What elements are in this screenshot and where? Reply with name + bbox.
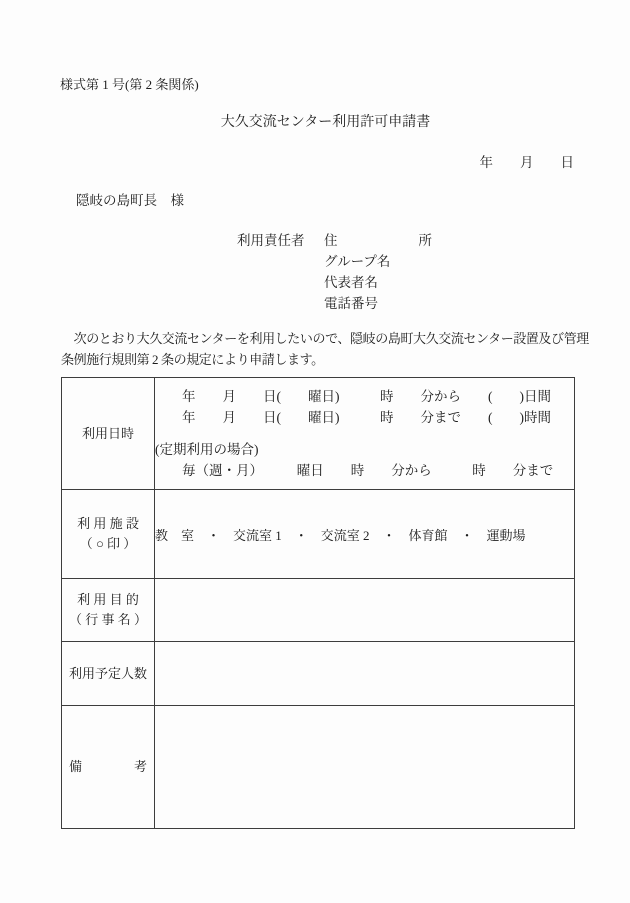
expected-attendance-value-cell	[155, 642, 575, 706]
datetime-spacer	[155, 428, 574, 439]
applicant-field-group-name: グループ名	[324, 254, 391, 269]
table-row-expected-attendance	[62, 642, 575, 706]
datetime-to-line: 年 月 日( 曜日) 時 分まで ( )時間	[155, 410, 551, 425]
remarks-label-cell	[62, 706, 155, 829]
purpose-value-cell	[155, 579, 575, 642]
statement-line-2: 条例施行規則第 2 条の規定により申請します。	[61, 351, 324, 367]
purpose-label-line-2: （ 行 事 名 ）	[68, 612, 147, 627]
table-row-usage-datetime	[62, 378, 575, 490]
facility-label-line-2: （ ○ 印 ）	[79, 536, 137, 551]
regular-use-schedule-line: 毎（週・月） 曜日 時 分から 時 分まで	[155, 463, 554, 478]
purpose-label-line-1: 利 用 目 的	[77, 592, 139, 607]
table-row-facility	[62, 490, 575, 579]
date-line: 年 月 日	[479, 155, 574, 170]
statement-line-1: 次のとおり大久交流センターを利用したいので、隠岐の島町大久交流センター設置及び管理	[61, 331, 589, 346]
expected-attendance-label-cell	[62, 642, 155, 706]
datetime-from-line: 年 月 日( 曜日) 時 分から ( )日間	[155, 389, 551, 404]
usage-datetime-value-cell	[155, 378, 575, 490]
applicant-fields	[324, 230, 432, 314]
remarks-label: 備 考	[68, 759, 147, 774]
usage-datetime-label-cell	[62, 378, 155, 490]
facility-options-line: 教 室 ・ 交流室 1 ・ 交流室 2 ・ 体育館 ・ 運動場	[155, 527, 526, 543]
form-number: 様式第 1 号(第 2 条関係)	[60, 77, 199, 92]
purpose-label-cell	[62, 579, 155, 642]
addressee-line: 隠岐の島町長 様	[76, 193, 184, 208]
facility-label-line-1: 利 用 施 設	[77, 516, 139, 531]
regular-use-caption: (定期利用の場合)	[155, 442, 259, 457]
application-statement	[61, 329, 589, 370]
applicant-label: 利用責任者	[237, 233, 305, 248]
facility-label-cell	[62, 490, 155, 579]
table-row-remarks	[62, 706, 575, 829]
remarks-value-cell	[155, 706, 575, 829]
applicant-field-phone: 電話番号	[324, 296, 378, 311]
table-row-purpose	[62, 579, 575, 642]
document-title: 大久交流センター利用許可申請書	[220, 115, 431, 130]
applicant-field-address: 住 所	[324, 233, 432, 248]
applicant-field-representative: 代表者名	[324, 275, 378, 290]
expected-attendance-label: 利用予定人数	[68, 665, 147, 681]
usage-datetime-label: 利用日時	[81, 425, 134, 441]
application-form-table	[61, 377, 575, 829]
facility-options-cell	[155, 490, 575, 579]
